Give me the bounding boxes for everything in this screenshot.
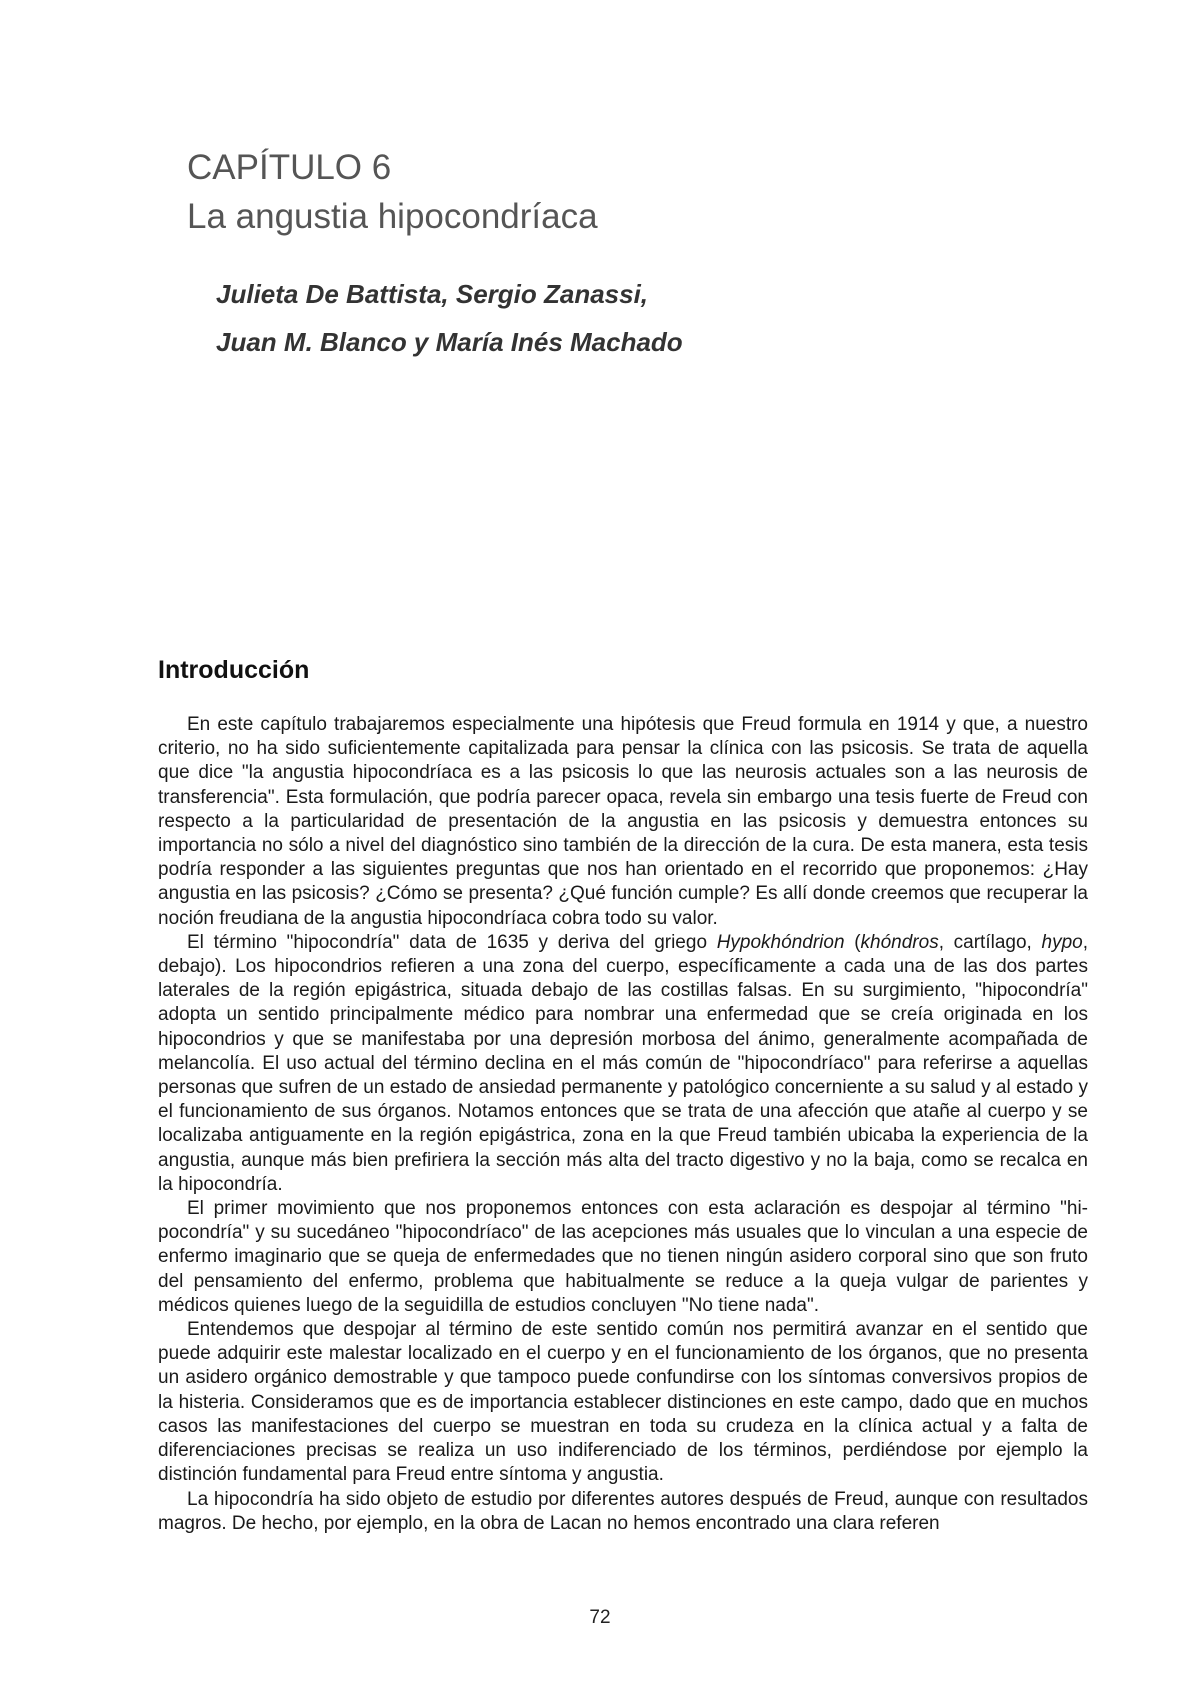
paragraph-1: En este capítulo trabajaremos especialmente una hipótesis que Freud formula en 1914 y que, a nuestro criterio, no ha sido suficientemente capitalizada para pensar la clínica con las psicosis. Se trata de aquella que dice "la angustia hipocondríaca es a las psicosis lo que las neurosis actuales son a las neurosis de transferencia". Esta formulación, que podría parecer opaca, revela sin embargo una tesis fuerte de Freud con respecto a la particularidad de presentación de la angustia en las psicosis y demuestra entonces su importancia no sólo a nivel del diagnóstico sino también de la dirección de la cura. De esta manera, esta tesis podría responder a las siguientes preguntas que nos han orientado en el recorrido que proponemos: ¿Hay angustia en las psicosis? ¿Cómo se presenta? ¿Qué función cumple? Es allí donde creemos que recuperar la noción freudiana de la angustia hipocondríaca cobra todo su valor.	[158, 714, 1088, 929]
paragraph-2-text-d: , debajo). Los hipocondrios refieren a una zona del cuerpo, específicamente a cada una de las dos partes laterales de la región epigástrica, situada debajo de las costillas falsas. En su surgimiento, "hipocondría" adopta un sentido principalmente médico para nombrar una enfermedad que se creía originada en los hipocondrios y que se manifestaba por una depresión morbosa del ánimo, generalmente acompañada de melancolía. El uso actual del término declina en el más común de "hipocondríaco" para referirse a aquellas personas que sufren de un estado de ansiedad permanente y patológico concerniente a su salud y al estado y el funcionamiento de sus órganos. Notamos entonces que se trata de una afección que atañe al cuerpo y se localizaba antiguamente en la región epigástrica, zona en la que Freud también ubicaba la experiencia de la angustia, aunque más bien prefiriera la sección más alta del tracto digestivo y no la baja, como se recalca en la hipocondría.	[158, 931, 1088, 1195]
term-hypokhondrion: Hypokhóndrion	[716, 931, 845, 953]
body-text	[158, 713, 1088, 1536]
authors-line-2: Juan M. Blanco y María Inés Machado	[216, 327, 683, 357]
chapter-number: CAPÍTULO 6	[187, 148, 392, 187]
term-hypo: hypo	[1041, 931, 1083, 953]
paragraph-5: La hipocondría ha sido objeto de estudio por diferentes autores después de Freud, aunque con resultados magros. De hecho, por ejemplo, en la obra de Lacan no hemos encontrado una clara referen	[158, 1488, 1088, 1534]
authors-line-1: Julieta De Battista, Sergio Zanassi,	[216, 279, 649, 309]
chapter-title: La angustia hipocondríaca	[187, 197, 598, 236]
paragraph-3: El primer movimiento que nos proponemos entonces con esta aclaración es despojar al término "hipocondría" y su sucedáneo "hipocondríaco" de las acepciones más usuales que lo vinculan a una especie de enfermo imaginario que se queja de enfermedades que no tienen ningún asidero corporal sino que son fruto del pensamiento del enfermo, problema que habitualmente se reduce a la queja vulgar de parientes y médicos quienes luego de la seguidilla de estudios concluyen "No tiene nada".	[158, 1198, 1088, 1316]
paragraph-2	[158, 931, 1088, 1197]
paragraph-2-text-a: El término "hipocondría" data de 1635 y deriva del griego	[187, 931, 717, 953]
term-khondros: khóndros	[860, 931, 939, 953]
paragraph-2-text-b: (	[844, 931, 861, 953]
page-number: 72	[589, 1607, 611, 1628]
section-heading: Introducción	[158, 656, 310, 684]
paragraph-2-text-c: , cartílago,	[938, 931, 1042, 953]
paragraph-4: Entendemos que despojar al término de este sentido común nos permitirá avanzar en el sentido que puede adquirir este malestar localizado en el cuerpo y en el funcionamiento de los órganos, que no presenta un asidero orgánico demostrable y que tampoco puede confundirse con los síntomas conversivos propios de la histeria. Consideramos que es de importancia establecer distinciones en este campo, dado que en muchos casos las manifestaciones del cuerpo se muestran en toda su crudeza en la clínica actual y a falta de diferenciaciones precisas se realiza un uso indiferenciado de los términos, perdiéndose por ejemplo la distinción fundamental para Freud entre síntoma y angustia.	[158, 1319, 1088, 1486]
